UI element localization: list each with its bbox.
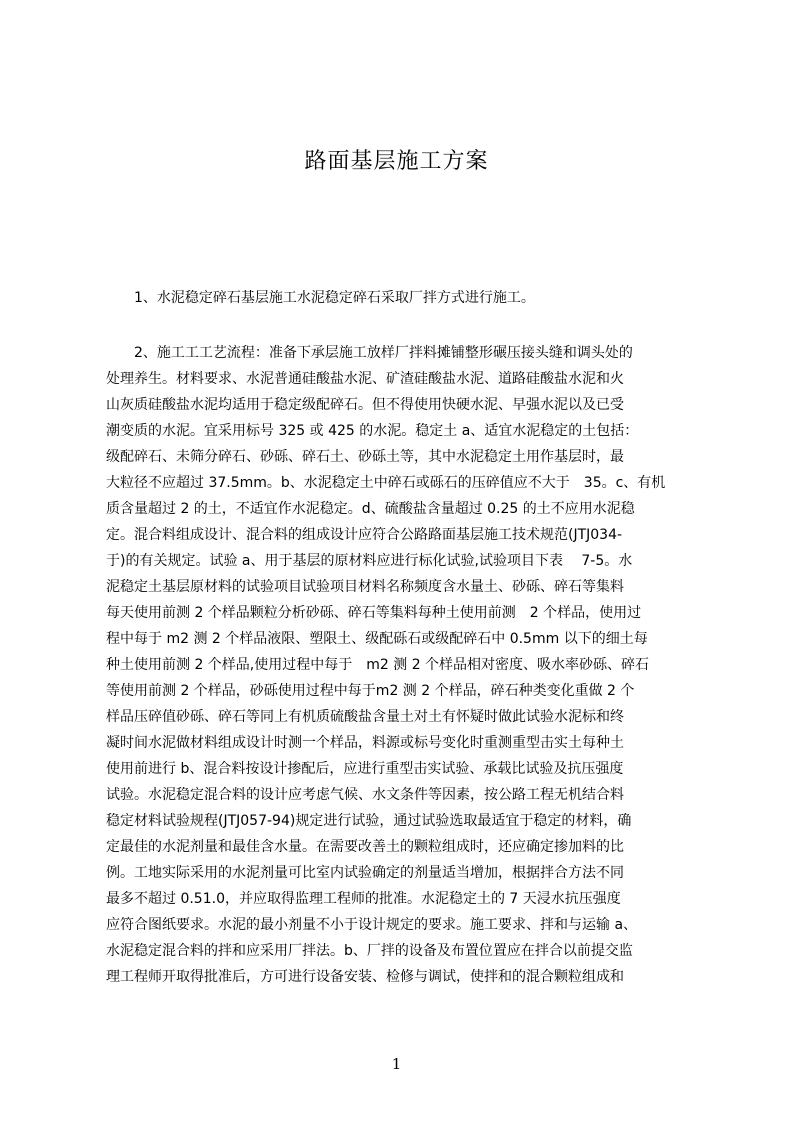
paragraph-2 [106, 340, 696, 990]
paragraph-2-line: 使用前进行 b、混合料按设计掺配后，应进行重型击实试验、承载比试验及抗压强度 [106, 761, 624, 777]
paragraph-2-line: 试验。水泥稳定混合料的设计应考虑气候、水文条件等因素，按公路工程无机结合料 [106, 787, 624, 803]
paragraph-2-line: 最多不超过 0.51.0，并应取得监理工程师的批准。水泥稳定土的 7 天浸水抗压强度 [106, 891, 621, 907]
page-number: 1 [391, 1055, 402, 1073]
paragraph-2-line: 定。混合料组成设计、混合料的组成设计应符合公路路面基层施工技术规范(JTJ034- [106, 527, 623, 543]
paragraph-2-line: 级配碎石、未筛分碎石、砂砾、碎石土、砂砾土等，其中水泥稳定土用作基层时，最 [106, 449, 624, 465]
paragraph-2-line: 水泥稳定混合料的拌和应采用厂拌法。b、厂拌的设备及布置位置应在拌合以前提交监 [106, 943, 633, 959]
paragraph-2-line: 稳定材料试验规程(JTJ057-94)规定进行试验，通过试验选取最适宜于稳定的材料，确 [106, 813, 632, 829]
paragraph-2-line: 于)的有关规定。试验 a、用于基层的原材料应进行标化试验,试验项目下表 7-5。水 [106, 553, 633, 569]
paragraph-2-line: 2、施工工工艺流程：准备下承层施工放样厂拌料摊铺整形碾压接头缝和调头处的 [106, 345, 633, 361]
paragraph-2-line: 程中每于 m2 测 2 个样品液限、塑限土、级配砾石或级配碎石中 0.5mm 以下的细土每 [106, 631, 648, 647]
paragraph-2-line: 每天使用前测 2 个样品颗粒分析砂砾、碎石等集料每种土使用前测 2 个样品，使用过 [106, 605, 642, 621]
paragraph-2-line: 质含量超过 2 的土，不适宜作水泥稳定。d、硫酸盐含量超过 0.25 的土不应用水泥稳 [106, 501, 635, 517]
paragraph-2-line: 种土使用前测 2 个样品,使用过程中每于 m2 测 2 个样品相对密度、吸水率砂砾、碎石 [106, 657, 650, 673]
paragraph-1: 1、水泥稳定碎石基层施工水泥稳定碎石采取厂拌方式进行施工。 [106, 290, 535, 306]
paragraph-2-line: 样品压碎值砂砾、碎石等同上有机质硫酸盐含量土对土有怀疑时做此试验水泥标和终 [106, 709, 624, 725]
paragraph-2-line: 理工程师开取得批准后，方可进行设备安装、检修与调试，使拌和的混合颗粒组成和 [106, 969, 624, 985]
paragraph-2-line: 应符合图纸要求。水泥的最小剂量不小于设计规定的要求。施工要求、拌和与运输 a、 [106, 917, 638, 933]
paragraph-2-line: 潮变质的水泥。宜采用标号 325 或 425 的水泥。稳定土 a、适宜水泥稳定的土包括： [106, 423, 639, 439]
paragraph-2-line: 大粒径不应超过 37.5mm。b、水泥稳定土中碎石或砾石的压碎值应不大于 35。c、有机 [106, 475, 666, 491]
paragraph-2-line: 泥稳定土基层原材料的试验项目试验项目材料名称频度含水量土、砂砾、碎石等集料 [106, 579, 624, 595]
paragraph-2-line: 凝时间水泥做材料组成设计时测一个样品，料源或标号变化时重测重型击实土每种土 [106, 735, 624, 751]
paragraph-2-line: 等使用前测 2 个样品，砂砾使用过程中每于m2 测 2 个样品，碎石种类变化重做 2 个 [106, 683, 635, 699]
document-title: 路面基层施工方案 [304, 149, 489, 174]
paragraph-2-line: 定最佳的水泥剂量和最佳含水量。在需要改善土的颗粒组成时，还应确定掺加料的比 [106, 839, 624, 855]
paragraph-2-line: 处理养生。材料要求、水泥普通硅酸盐水泥、矿渣硅酸盐水泥、道路硅酸盐水泥和火 [106, 371, 624, 387]
paragraph-2-line: 山灰质硅酸盐水泥均适用于稳定级配碎石。但不得使用快硬水泥、早强水泥以及已受 [106, 397, 624, 413]
paragraph-2-line: 例。工地实际采用的水泥剂量可比室内试验确定的剂量适当增加，根据拌合方法不同 [106, 865, 624, 881]
